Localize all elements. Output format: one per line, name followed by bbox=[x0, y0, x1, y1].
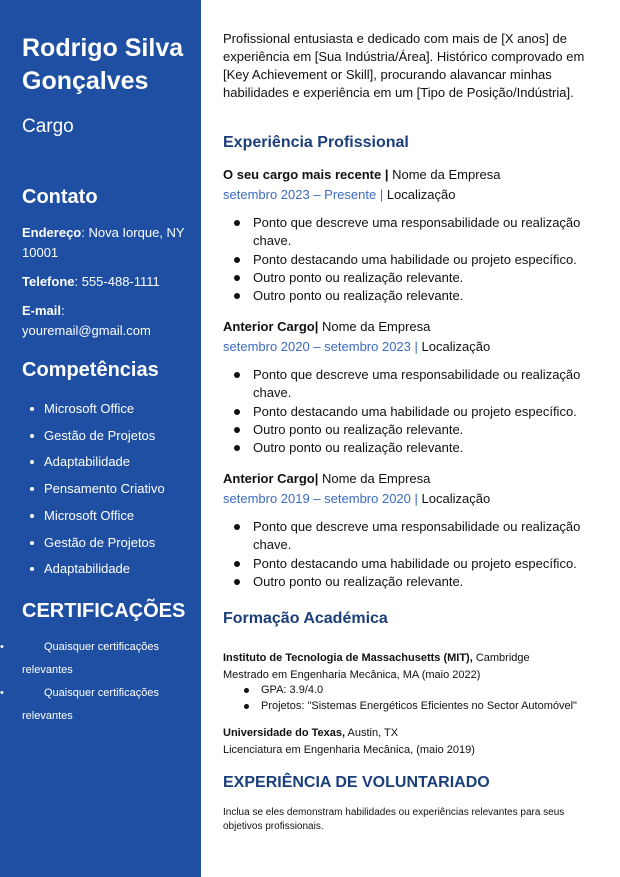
phone-value: : 555-488-1111 bbox=[74, 274, 160, 289]
skill-item: Gestão de Projetos bbox=[22, 530, 165, 557]
job-bullet: Outro ponto ou realização relevante. bbox=[223, 573, 603, 591]
skill-item: Gestão de Projetos bbox=[22, 423, 165, 450]
job-bullet: Outro ponto ou realização relevante. bbox=[223, 269, 603, 287]
job-bullet: Ponto que descreve uma responsabilidade ou realização chave. bbox=[223, 366, 603, 403]
job-title: Anterior Cargo| bbox=[223, 471, 319, 486]
job-title-line bbox=[223, 318, 430, 336]
job-separator: | bbox=[410, 339, 422, 354]
skill-item: Adaptabilidade bbox=[22, 449, 165, 476]
job-title: O seu cargo mais recente | bbox=[223, 167, 389, 182]
job-location: Localização bbox=[421, 339, 491, 354]
skill-item: Microsoft Office bbox=[22, 503, 165, 530]
job-company: Nome da Empresa bbox=[318, 319, 431, 334]
job-bullet: Ponto destacando uma habilidade ou projeto específico. bbox=[223, 555, 603, 573]
job-title-line bbox=[223, 470, 430, 488]
job-date-line bbox=[223, 338, 490, 356]
candidate-name: Rodrigo Silva Gonçalves bbox=[22, 34, 184, 95]
school-city: Cambridge bbox=[472, 652, 530, 664]
job-dates: setembro 2020 – setembro 2023 bbox=[223, 339, 411, 354]
job-bullet: Ponto que descreve uma responsabilidade ou realização chave. bbox=[223, 214, 603, 251]
school-line bbox=[223, 725, 398, 741]
job-company: Nome da Empresa bbox=[318, 471, 431, 486]
job-bullet: Ponto destacando uma habilidade ou projeto específico. bbox=[223, 403, 603, 421]
education-heading: Formação Académica bbox=[223, 610, 388, 627]
school-line bbox=[223, 650, 530, 666]
job-bullet: Outro ponto ou realização relevante. bbox=[223, 439, 603, 457]
skills-heading: Competências bbox=[22, 359, 159, 381]
job-bullet: Outro ponto ou realização relevante. bbox=[223, 287, 603, 305]
certification-item: • Quaisquer certificações relevantes bbox=[22, 682, 192, 728]
job-separator: | bbox=[410, 491, 422, 506]
candidate-role: Cargo bbox=[22, 116, 74, 137]
school-bullet: GPA: 3.9/4.0 bbox=[223, 683, 577, 699]
contact-phone bbox=[22, 272, 192, 292]
contact-email bbox=[22, 301, 192, 341]
contact-address bbox=[22, 223, 192, 263]
job-bullet: Ponto destacando uma habilidade ou projeto específico. bbox=[223, 251, 603, 269]
volunteer-heading: EXPERIÊNCIA DE VOLUNTARIADO bbox=[223, 774, 490, 791]
address-value: : Nova Iorque, NY 10001 bbox=[22, 225, 185, 260]
job-bullets bbox=[223, 366, 603, 457]
job-bullets bbox=[223, 518, 603, 591]
certification-item: • Quaisquer certificações relevantes bbox=[22, 636, 192, 682]
contact-heading: Contato bbox=[22, 186, 98, 208]
sidebar bbox=[0, 0, 201, 877]
job-company: Nome da Empresa bbox=[388, 167, 501, 182]
certifications-heading: CERTIFICAÇÕES bbox=[22, 600, 186, 622]
school-degree: Mestrado em Engenharia Mecânica, MA (maio 2022) bbox=[223, 669, 481, 681]
job-bullet: Outro ponto ou realização relevante. bbox=[223, 421, 603, 439]
skill-item: Microsoft Office bbox=[22, 396, 165, 423]
school-degree: Licenciatura em Engenharia Mecânica, (maio 2019) bbox=[223, 744, 475, 756]
job-date-line bbox=[223, 186, 455, 204]
skill-item: Pensamento Criativo bbox=[22, 476, 165, 503]
job-location: Localização bbox=[386, 187, 456, 202]
email-label: E-mail bbox=[22, 303, 62, 318]
job-title-line bbox=[223, 166, 501, 184]
email-value: : youremail@gmail.com bbox=[22, 303, 151, 338]
job-location: Localização bbox=[421, 491, 491, 506]
school-bullet: Projetos: "Sistemas Energéticos Eficientes no Sector Automóvel" bbox=[223, 699, 577, 715]
certifications-list bbox=[22, 636, 192, 728]
job-title: Anterior Cargo| bbox=[223, 319, 319, 334]
job-bullets bbox=[223, 214, 603, 305]
address-label: Endereço bbox=[22, 225, 82, 240]
school-name: Instituto de Tecnologia de Massachusetts (MIT), bbox=[223, 652, 473, 664]
experience-heading: Experiência Profissional bbox=[223, 134, 409, 151]
phone-label: Telefone bbox=[22, 274, 75, 289]
job-date-line bbox=[223, 490, 490, 508]
skills-list bbox=[22, 396, 165, 583]
job-bullet: Ponto que descreve uma responsabilidade ou realização chave. bbox=[223, 518, 603, 555]
school-name: Universidade do Texas, bbox=[223, 727, 346, 739]
job-separator: | bbox=[376, 187, 387, 202]
volunteer-text: Inclua se eles demonstram habilidades ou experiências relevantes para seus objetivos profissionais. bbox=[223, 807, 565, 832]
job-dates: setembro 2023 – Presente bbox=[223, 187, 377, 202]
school-bullets bbox=[223, 683, 577, 714]
skill-item: Adaptabilidade bbox=[22, 556, 165, 583]
profile-summary: Profissional entusiasta e dedicado com mais de [X anos] de experiência em [Sua Indústria/Área]. Histórico comprovado em [Key Achievement or Skill], procurando alavancar minhas habilidades e experiência em um [Tipo de Posição/Indústria]. bbox=[223, 31, 585, 100]
job-dates: setembro 2019 – setembro 2020 bbox=[223, 491, 411, 506]
school-city: Austin, TX bbox=[345, 727, 399, 739]
